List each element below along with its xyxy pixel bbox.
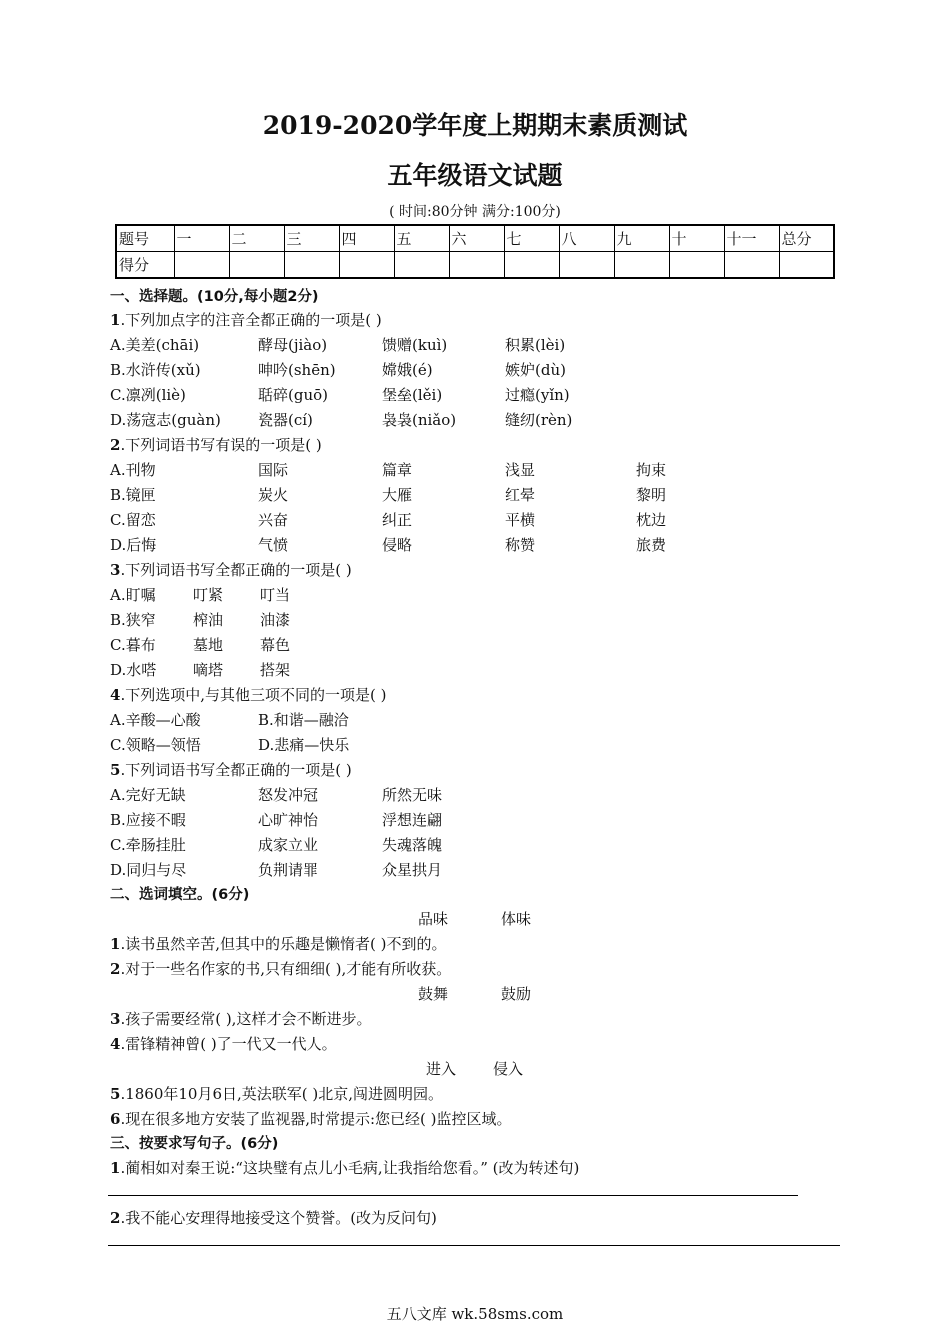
option-cell: D.荡寇志(guàn) — [110, 411, 221, 429]
fill-sentence — [110, 1033, 337, 1054]
option-cell: A.完好无缺 — [110, 786, 186, 804]
option-cell: 袅袅(niǎo) — [382, 411, 457, 429]
table-cell: 总分 — [779, 225, 834, 252]
option-cell: 称赞 — [505, 536, 536, 554]
question-text: .1860年10月6日,英法联军( )北京,闯进圆明园。 — [120, 1085, 444, 1103]
option-cell: 红晕 — [505, 486, 536, 504]
option-cell: 所然无味 — [382, 786, 443, 804]
option-cell: D.水嗒 — [110, 661, 157, 679]
table-cell: 四 — [339, 225, 394, 252]
score-input-cell[interactable] — [339, 252, 394, 279]
score-input-cell[interactable] — [724, 252, 779, 279]
option-cell: 嘀塔 — [193, 661, 224, 679]
question-number: 3 — [110, 1010, 121, 1028]
option-cell: 嫦娥(é) — [382, 361, 433, 379]
option-cell: 浮想连翩 — [382, 811, 443, 829]
score-input-cell[interactable] — [449, 252, 504, 279]
question-number: 1 — [110, 311, 121, 329]
section-heading: 一、选择题。(10分,每小题2分) — [110, 289, 319, 305]
option-cell: 积累(lèi) — [505, 336, 566, 354]
option-cell: 酵母(jiào) — [258, 336, 328, 354]
table-cell: 二 — [229, 225, 284, 252]
option-cell: A.辛酸—心酸 — [110, 711, 201, 729]
option-cell: 怒发冲冠 — [258, 786, 319, 804]
option-cell: 榨油 — [193, 611, 224, 629]
word-choice: 鼓舞 — [418, 985, 449, 1003]
question-text: .我不能心安理得地接受这个赞誉。(改为反问句) — [120, 1209, 437, 1227]
option-cell: 幕色 — [260, 636, 291, 654]
option-cell: B.狭窄 — [110, 611, 156, 629]
fill-sentence — [110, 933, 446, 954]
option-cell: 叮当 — [260, 586, 291, 604]
option-cell: 心旷神怡 — [258, 811, 319, 829]
fill-sentence — [110, 1083, 443, 1104]
option-cell: 平横 — [505, 511, 536, 529]
watermark-footer: 五八文库 wk.58sms.com — [386, 1305, 564, 1323]
word-choice: 进入 — [426, 1060, 457, 1078]
option-cell: 黎明 — [636, 486, 667, 504]
option-cell: 聒碎(guō) — [258, 386, 328, 404]
question-stem — [110, 759, 352, 780]
score-input-cell[interactable] — [504, 252, 559, 279]
question-text: .孩子需要经常( ),这样才会不断进步。 — [120, 1010, 372, 1028]
option-cell: A.盯嘱 — [110, 586, 156, 604]
fill-sentence — [110, 958, 451, 979]
fill-sentence — [110, 1108, 512, 1129]
option-cell: B.镜匣 — [110, 486, 156, 504]
word-choice: 侵入 — [493, 1060, 524, 1078]
option-cell: C.牵肠挂肚 — [110, 836, 186, 854]
table-cell: 得分 — [116, 252, 174, 279]
question-text: .现在很多地方安装了监视器,时常提示:您已经( )监控区域。 — [120, 1110, 512, 1128]
answer-line[interactable] — [108, 1245, 840, 1246]
question-number: 3 — [110, 561, 121, 579]
option-cell: 炭火 — [258, 486, 289, 504]
document-title: 2019-2020学年度上期期末素质测试 — [262, 111, 688, 140]
table-cell: 题号 — [116, 225, 174, 252]
option-cell: 负荆请罪 — [258, 861, 319, 879]
question-number: 1 — [110, 935, 121, 953]
option-cell: 成家立业 — [258, 836, 319, 854]
option-cell: 篇章 — [382, 461, 413, 479]
score-input-cell[interactable] — [669, 252, 724, 279]
table-cell: 九 — [614, 225, 669, 252]
time-info: ( 时间:80分钟 满分:100分) — [389, 204, 561, 220]
question-number: 5 — [110, 1085, 121, 1103]
option-cell: 侵略 — [382, 536, 413, 554]
table-cell: 一 — [174, 225, 229, 252]
question-number: 4 — [110, 1035, 121, 1053]
option-cell: C.暮布 — [110, 636, 156, 654]
option-cell: 气愤 — [258, 536, 289, 554]
option-cell: 国际 — [258, 461, 289, 479]
option-cell: 枕边 — [636, 511, 667, 529]
question-number: 2 — [110, 1209, 121, 1227]
option-cell: A.美差(chāi) — [110, 336, 200, 354]
document-subtitle: 五年级语文试题 — [387, 161, 563, 190]
option-cell: 瓷器(cí) — [258, 411, 313, 429]
table-cell: 六 — [449, 225, 504, 252]
question-text: .下列选项中,与其他三项不同的一项是( ) — [120, 686, 387, 704]
section-heading: 三、按要求写句子。(6分) — [110, 1136, 279, 1152]
question-text: .下列词语书写全都正确的一项是( ) — [120, 561, 352, 579]
rewrite-question — [110, 1157, 579, 1178]
question-number: 5 — [110, 761, 121, 779]
option-cell: 缝纫(rèn) — [505, 411, 573, 429]
table-cell: 五 — [394, 225, 449, 252]
option-cell: D.悲痛—快乐 — [258, 736, 350, 754]
rewrite-question — [110, 1207, 437, 1228]
question-number: 2 — [110, 960, 121, 978]
option-cell: B.水浒传(xǔ) — [110, 361, 201, 379]
option-cell: 失魂落魄 — [382, 836, 443, 854]
option-cell: 呻吟(shēn) — [258, 361, 336, 379]
option-cell: B.和谐—融洽 — [258, 711, 349, 729]
score-input-cell[interactable] — [174, 252, 229, 279]
score-table-header-row — [116, 225, 834, 252]
question-number: 6 — [110, 1110, 121, 1128]
question-number: 4 — [110, 686, 121, 704]
table-cell: 八 — [559, 225, 614, 252]
option-cell: 浅显 — [505, 461, 536, 479]
score-table — [115, 224, 835, 279]
question-stem — [110, 434, 322, 455]
score-input-cell[interactable] — [229, 252, 284, 279]
question-text: .雷锋精神曾( )了一代又一代人。 — [120, 1035, 337, 1053]
score-input-cell[interactable] — [559, 252, 614, 279]
score-input-cell[interactable] — [284, 252, 339, 279]
option-cell: 搭架 — [260, 661, 291, 679]
option-cell: 油漆 — [260, 611, 291, 629]
word-choice: 体味 — [501, 910, 532, 928]
question-text: .对于一些名作家的书,只有细细( ),才能有所收获。 — [120, 960, 452, 978]
question-text: .下列词语书写全都正确的一项是( ) — [120, 761, 352, 779]
option-cell: 纠正 — [382, 511, 413, 529]
answer-line[interactable] — [108, 1195, 798, 1196]
option-cell: 旅费 — [636, 536, 667, 554]
question-text: .下列加点字的注音全都正确的一项是( ) — [120, 311, 382, 329]
question-text: .读书虽然辛苦,但其中的乐趣是懒惰者( )不到的。 — [120, 935, 447, 953]
table-cell: 十一 — [724, 225, 779, 252]
option-cell: 大雁 — [382, 486, 413, 504]
word-choice: 鼓励 — [501, 985, 532, 1003]
option-cell: B.应接不暇 — [110, 811, 186, 829]
word-choice: 品味 — [418, 910, 449, 928]
question-text: .下列词语书写有误的一项是( ) — [120, 436, 322, 454]
option-cell: 拘束 — [636, 461, 667, 479]
question-number: 2 — [110, 436, 121, 454]
option-cell: 众星拱月 — [382, 861, 443, 879]
score-input-cell[interactable] — [394, 252, 449, 279]
question-number: 1 — [110, 1159, 121, 1177]
option-cell: C.凛冽(liè) — [110, 386, 186, 404]
question-stem — [110, 309, 382, 330]
option-cell: 叮紧 — [193, 586, 224, 604]
question-stem — [110, 559, 352, 580]
option-cell: A.刊物 — [110, 461, 156, 479]
option-cell: D.同归与尽 — [110, 861, 187, 879]
score-table-score-row — [116, 252, 834, 279]
score-input-cell[interactable] — [779, 252, 834, 279]
table-cell: 十 — [669, 225, 724, 252]
option-cell: 嫉妒(dù) — [505, 361, 566, 379]
question-stem — [110, 684, 386, 705]
section-heading: 二、选词填空。(6分) — [110, 887, 250, 903]
option-cell: 兴奋 — [258, 511, 289, 529]
score-input-cell[interactable] — [614, 252, 669, 279]
table-cell: 七 — [504, 225, 559, 252]
option-cell: 过瘾(yǐn) — [505, 386, 570, 404]
question-text: .蔺相如对秦王说:“这块璧有点儿小毛病,让我指给您看。” (改为转述句) — [120, 1159, 580, 1177]
table-cell: 三 — [284, 225, 339, 252]
option-cell: 墓地 — [193, 636, 224, 654]
option-cell: 馈赠(kuì) — [382, 336, 448, 354]
option-cell: C.留恋 — [110, 511, 156, 529]
option-cell: C.领略—领悟 — [110, 736, 201, 754]
option-cell: D.后悔 — [110, 536, 157, 554]
fill-sentence — [110, 1008, 371, 1029]
option-cell: 堡垒(lěi) — [382, 386, 443, 404]
